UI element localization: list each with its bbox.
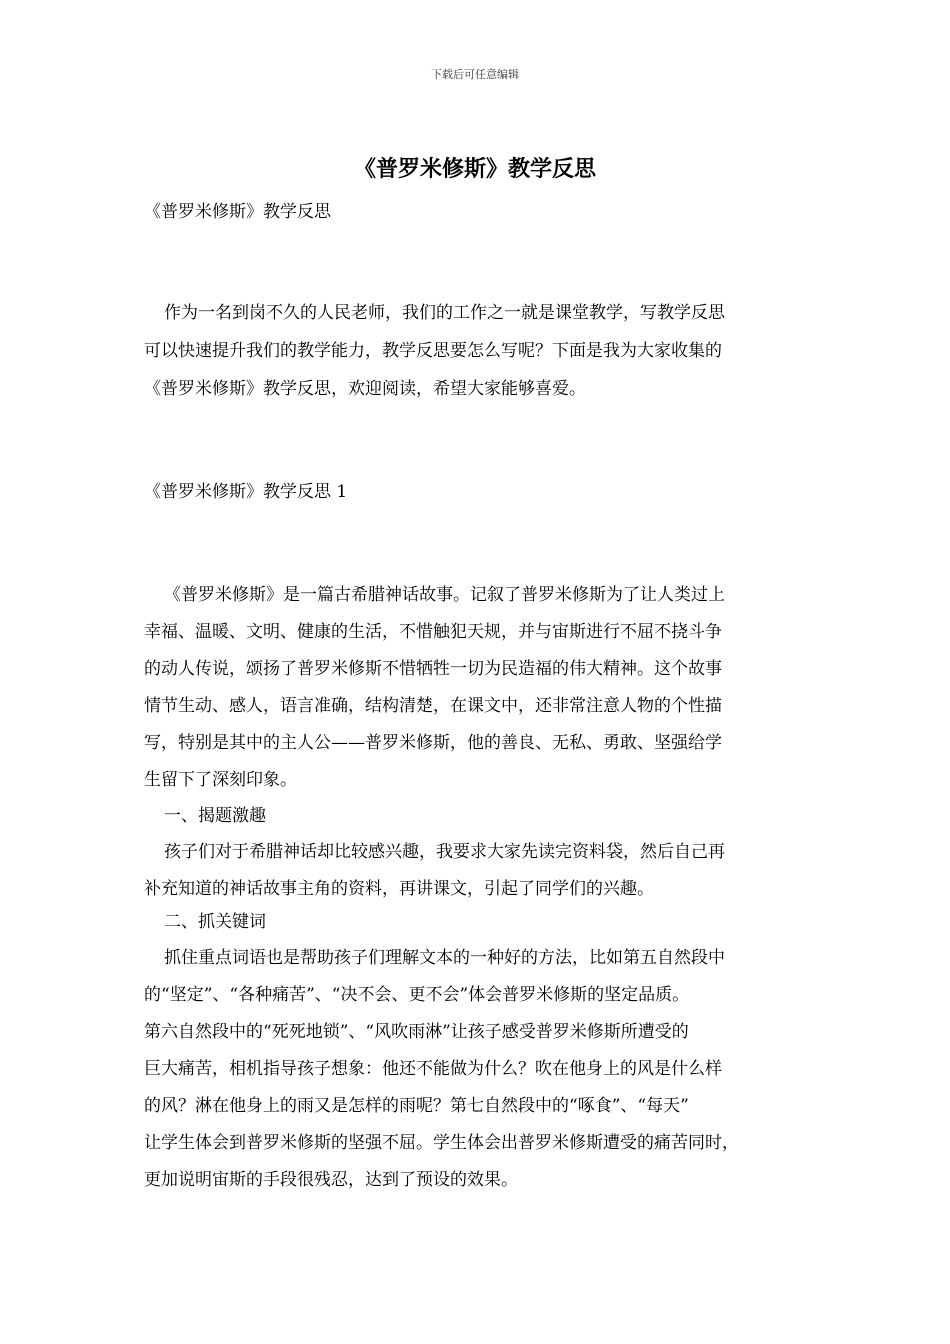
point-line: 巨大痛苦，相机指导孩子想象：他还不能做为什么？吹在他身上的风是什么样 (144, 1059, 722, 1079)
body-line: 的动人传说，颂扬了普罗米修斯不惜牺牲一切为民造福的伟大精神。这个故事 (144, 659, 722, 679)
subtitle: 《普罗米修斯》教学反思 (144, 202, 331, 222)
body-line: 情节生动、感人，语言准确，结构清楚，在课文中，还非常注意人物的个性描 (144, 696, 722, 716)
point-heading: 一、揭题激趣 (164, 806, 266, 826)
body-line: 《普罗米修斯》是一篇古希腊神话故事。记叙了普罗米修斯为了让人类过上 (164, 585, 725, 605)
section-heading: 《普罗米修斯》教学反思 1 (144, 482, 348, 502)
point-line: 孩子们对于希腊神话却比较感兴趣，我要求大家先读完资料袋，然后自己再 (164, 842, 725, 862)
point-line: 让学生体会到普罗米修斯的坚强不屈。学生体会出普罗米修斯遭受的痛苦同时， (144, 1133, 739, 1153)
point-line: 抓住重点词语也是帮助孩子们理解文本的一种好的方法，比如第五自然段中 (164, 948, 725, 968)
header-note: 下载后可任意编辑 (431, 68, 519, 81)
point-line: 的风？淋在他身上的雨又是怎样的雨呢？第七自然段中的“啄食”、“每天” (144, 1096, 689, 1116)
point-heading: 二、抓关键词 (164, 912, 266, 932)
intro-line: 作为一名到岗不久的人民老师，我们的工作之一就是课堂教学，写教学反思 (164, 303, 725, 323)
intro-line: 《普罗米修斯》教学反思，欢迎阅读，希望大家能够喜爱。 (144, 379, 586, 399)
body-line: 生留下了深刻印象。 (144, 770, 297, 790)
point-line: 补充知道的神话故事主角的资料，再讲课文，引起了同学们的兴趣。 (144, 879, 654, 899)
document-title: 《普罗米修斯》教学反思 (353, 156, 596, 182)
point-line: 第六自然段中的“死死地锁”、“风吹雨淋”让孩子感受普罗米修斯所遭受的 (144, 1022, 689, 1042)
point-line: 更加说明宙斯的手段很残忍，达到了预设的效果。 (144, 1170, 518, 1190)
intro-line: 可以快速提升我们的教学能力，教学反思要怎么写呢？下面是我为大家收集的 (144, 341, 722, 361)
point-line: 的“坚定”、“各种痛苦”、“决不会、更不会”体会普罗米修斯的坚定品质。 (144, 985, 690, 1005)
body-line: 幸福、温暖、文明、健康的生活，不惜触犯天规，并与宙斯进行不屈不挠斗争 (144, 622, 722, 642)
body-line: 写，特别是其中的主人公——普罗米修斯，他的善良、无私、勇敢、坚强给学 (144, 733, 722, 753)
